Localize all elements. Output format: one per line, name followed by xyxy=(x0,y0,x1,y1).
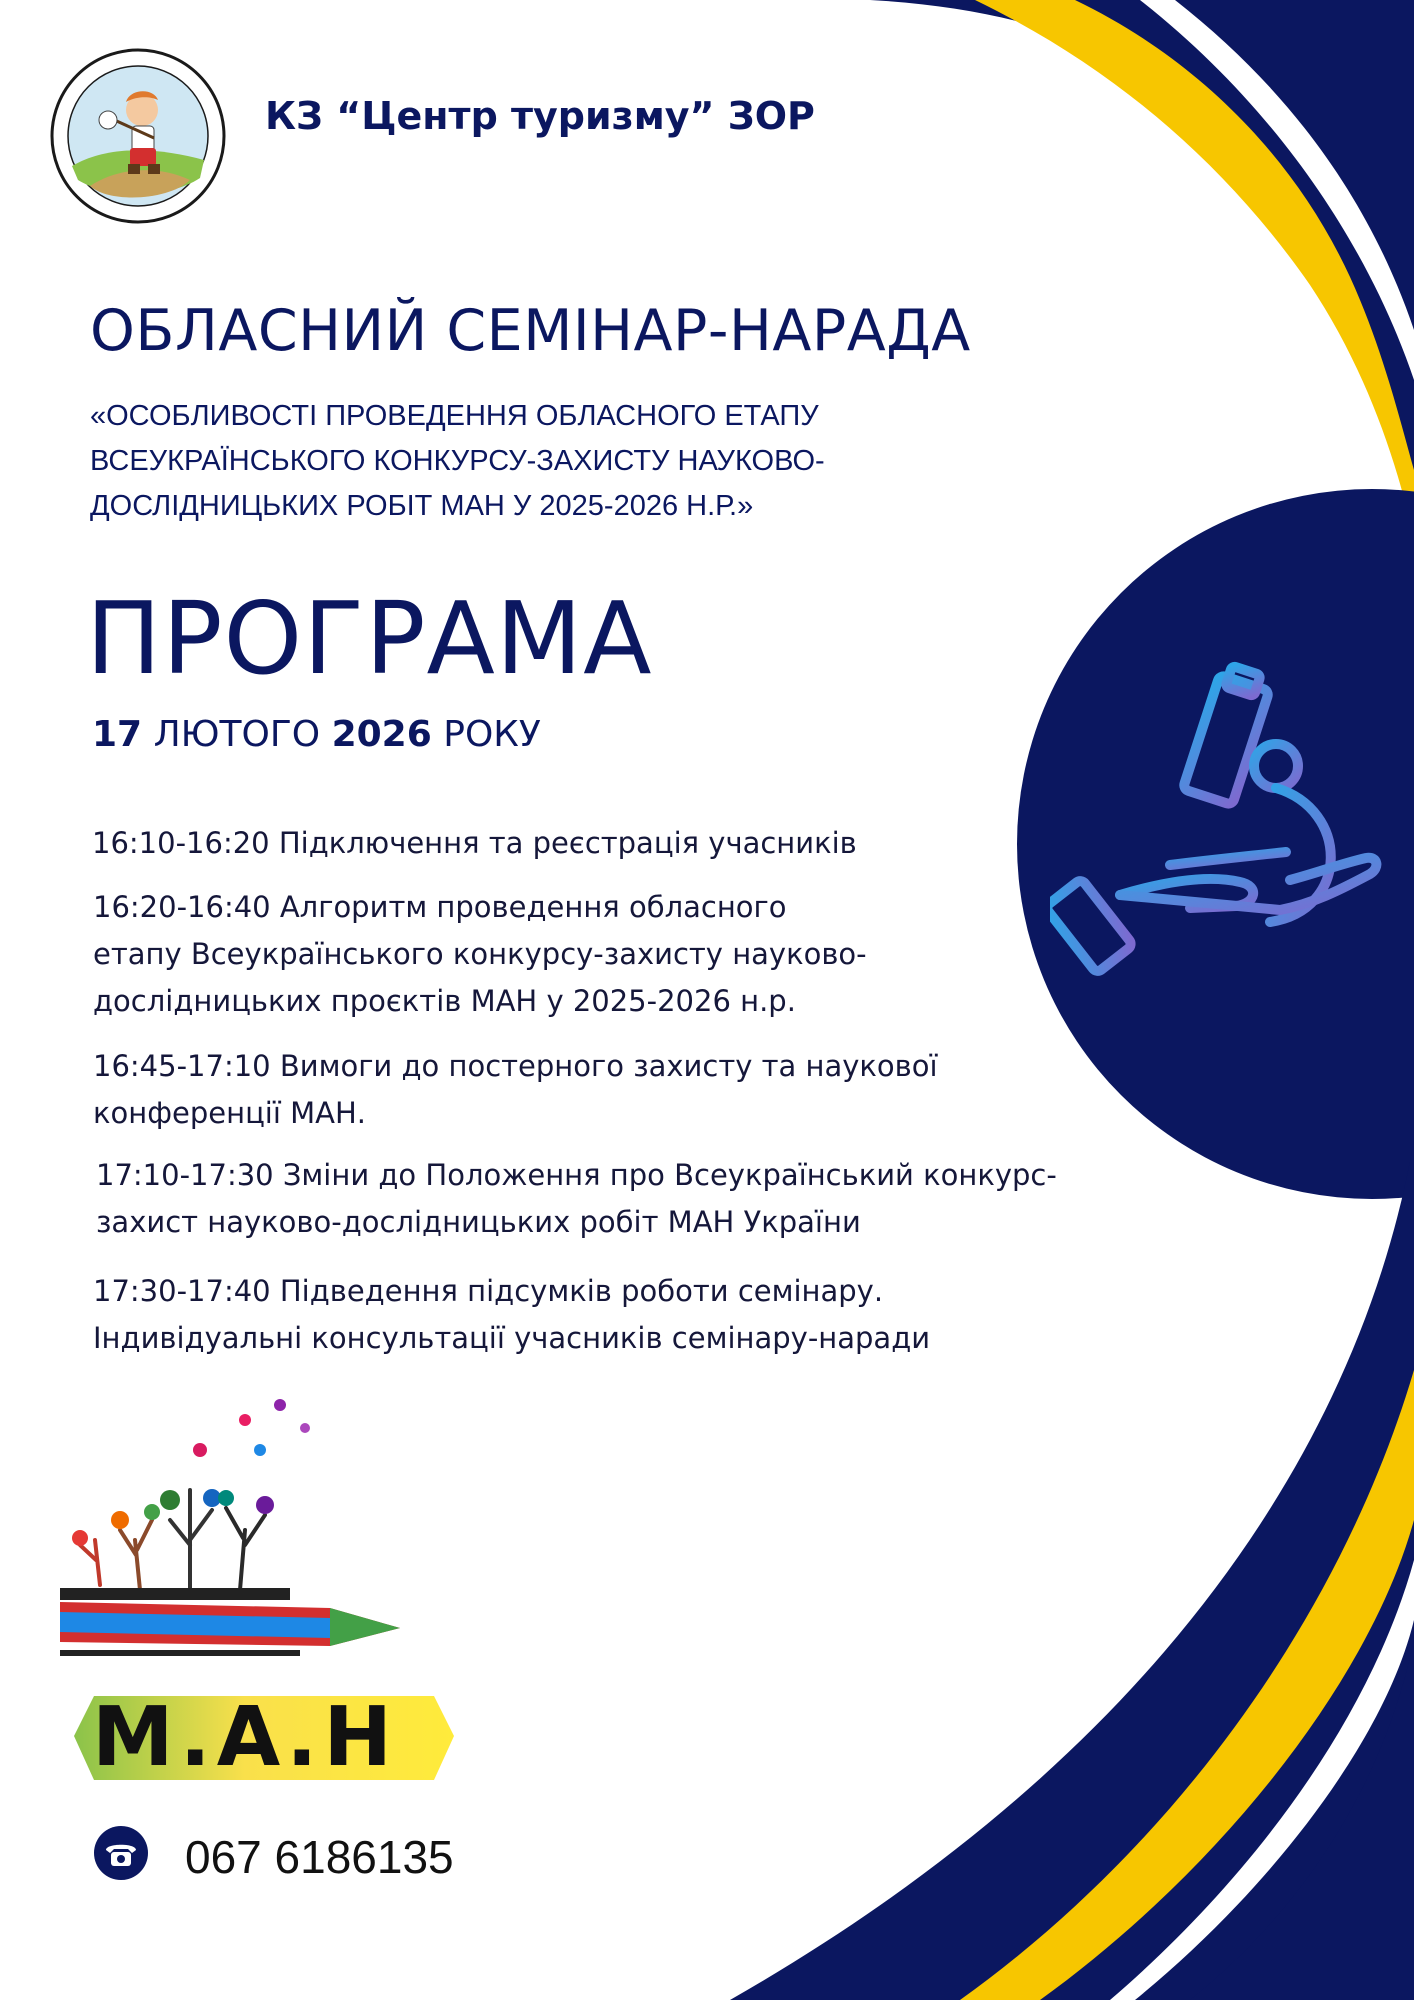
schedule-item xyxy=(93,884,867,1025)
schedule-line: 16:20-16:40 Алгоритм проведення обласного xyxy=(93,890,787,924)
man-logo-text: М.А.Н xyxy=(92,1696,398,1780)
subtitle-line: ВСЕУКРАЇНСЬКОГО КОНКУРСУ-ЗАХИСТУ НАУКОВО- xyxy=(90,445,825,477)
date-year: 2026 xyxy=(331,714,432,755)
date-day: 17 xyxy=(92,714,143,755)
schedule-line: захист науково-дослідницьких робіт МАН України xyxy=(96,1205,861,1239)
event-title: ОБЛАСНИЙ СЕМІНАР-НАРАДА xyxy=(90,298,971,364)
schedule-item xyxy=(96,1152,1057,1246)
schedule-line: етапу Всеукраїнського конкурсу-захисту науково- xyxy=(93,937,867,971)
subtitle-line: ДОСЛІДНИЦЬКИХ РОБІТ МАН У 2025-2026 Н.Р.» xyxy=(90,490,754,522)
event-date xyxy=(92,714,541,755)
schedule-item xyxy=(93,1268,930,1362)
schedule-line: Індивідуальні консультації учасників семінару-наради xyxy=(93,1321,931,1355)
art-tree-pencil-illustration xyxy=(40,1380,430,1680)
schedule-line: 17:30-17:40 Підведення підсумків роботи семінару. xyxy=(93,1274,884,1308)
schedule-line: 16:10-16:20 Підключення та реєстрація учасників xyxy=(92,826,857,860)
program-heading: ПРОГРАМА xyxy=(86,580,653,697)
telephone-icon xyxy=(94,1826,148,1880)
schedule-line: конференції МАН. xyxy=(93,1096,367,1130)
phone-number: 067 6186135 xyxy=(185,1831,454,1883)
date-suffix: РОКУ xyxy=(443,714,541,755)
date-month: ЛЮТОГО xyxy=(153,714,321,755)
schedule-line: 17:10-17:30 Зміни до Положення про Всеукраїнський конкурс- xyxy=(96,1158,1057,1192)
schedule-item xyxy=(93,1043,938,1137)
microscope-hand-icon xyxy=(1050,660,1400,1020)
man-logo xyxy=(74,1696,454,1780)
subtitle-line: «ОСОБЛИВОСТІ ПРОВЕДЕННЯ ОБЛАСНОГО ЕТАПУ xyxy=(90,400,819,432)
schedule-line: 16:45-17:10 Вимоги до постерного захисту та наукової xyxy=(93,1049,938,1083)
tourism-center-emblem-icon xyxy=(50,48,226,224)
schedule-item xyxy=(92,820,857,867)
schedule-line: дослідницьких проєктів МАН у 2025-2026 н.р. xyxy=(93,984,796,1018)
organization-name: КЗ “Центр туризму” ЗОР xyxy=(265,94,815,138)
event-subtitle xyxy=(90,394,1070,529)
